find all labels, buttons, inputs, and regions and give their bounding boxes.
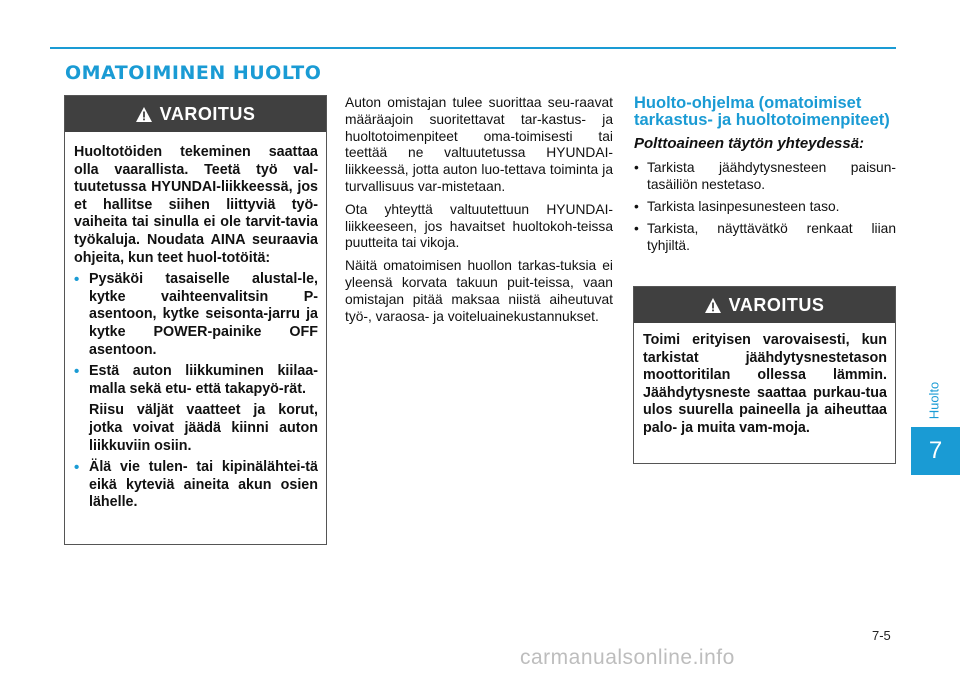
- maintenance-heading: Huolto-ohjelma (omatoimiset tarkastus- ja huoltotoimenpiteet): [634, 94, 890, 129]
- warning-intro: Huoltotöiden tekeminen saattaa olla vaarallista. Teetä työ val-tuutetussa HYUNDAI-liikkeessä, jos et hallitse siihen liittyviä työ-vaiheita tai sinulla ei ole tarvit-tavia työkaluja. Noudata AINA seuraavia ohjeita, kun teet huol-totöitä:: [74, 144, 318, 266]
- body-paragraph: Ota yhteyttä valtuutettuun HYUNDAI-liikkeeseen, jos havaitset huoltokoh-teissa puutteita tai vikoja.: [345, 201, 613, 251]
- warning-box-left: [64, 95, 327, 545]
- bullet-dot-icon: •: [634, 160, 639, 175]
- maintenance-list: [634, 159, 896, 254]
- warning-item-text: Estä auton liikkuminen kiilaa-malla sekä etu- että takapyö-rät.: [89, 363, 318, 397]
- maintenance-item: [634, 198, 896, 215]
- right-column: [634, 95, 896, 259]
- section-title: OMATOIMINEN HUOLTO: [65, 62, 322, 84]
- top-rule: [50, 47, 896, 49]
- warning-item-extra: Riisu väljät vaatteet ja korut, jotka voivat jäädä kiinni auton liikkuviin osiin.: [89, 402, 318, 454]
- chapter-tab: 7: [911, 427, 960, 475]
- middle-column: [345, 95, 613, 331]
- warning-title: VAROITUS: [728, 294, 825, 315]
- bullet-dot-icon: •: [74, 459, 80, 477]
- chapter-side-label: [920, 375, 948, 425]
- bullet-dot-icon: •: [74, 363, 80, 381]
- bullet-dot-icon: •: [74, 271, 80, 289]
- maintenance-item: [634, 159, 896, 193]
- warning-triangle-icon: [705, 298, 721, 313]
- maintenance-item-text: Tarkista, näyttävätkö renkaat liian tyhjiltä.: [647, 221, 896, 253]
- bullet-dot-icon: •: [634, 199, 639, 214]
- warning-item-text: Pysäköi tasaiselle alustal-le, kytke vaihteenvalitsin P-asentoon, kytke seisonta-jarru ja kytke POWER-painike OFF asentoon.: [89, 271, 318, 358]
- warning-triangle-icon: [136, 107, 152, 122]
- maintenance-item-text: Tarkista jäähdytysnesteen paisun-tasäiliön nestetaso.: [647, 160, 896, 192]
- body-paragraph: Auton omistajan tulee suorittaa seu-raavat määräajoin suoritettavat tar-kastus- ja huoltotoimenpiteet oma-toimisesti tai teettää ne valtuutetussa HYUNDAI-liikkeessä, jotta auton luo-tettava toiminta ja turvallisuus var-mistetaan.: [345, 95, 613, 194]
- warning-list: [74, 271, 318, 512]
- warning-list-item: [74, 271, 318, 359]
- warning-body: [65, 132, 326, 526]
- bullet-dot-icon: •: [634, 221, 639, 236]
- body-paragraph: Näitä omatoimisen huollon tarkas-tuksia ei yleensä korvata takuun puit-teissa, vaan omistajan pitää maksaa niistä aiheutuvat työ-, varaosa- ja voiteluainekustannukset.: [345, 258, 613, 324]
- chapter-label-text: Huolto: [926, 381, 942, 419]
- warning-list-item: [74, 363, 318, 455]
- maintenance-item: [634, 220, 896, 254]
- warning-title: VAROITUS: [159, 103, 256, 124]
- warning-header: [65, 96, 326, 132]
- warning-item-text: Älä vie tulen- tai kipinälähtei-tä eikä kyteviä aineita akun osien lähelle.: [89, 459, 318, 511]
- maintenance-item-text: Tarkista lasinpesunesteen taso.: [647, 199, 840, 214]
- warning-text: Toimi erityisen varovaisesti, kun tarkistat jäähdytysnestetason moottoritilan ollessa lämmin. Jäähdytysneste saattaa purkau-tua ulos suurella paineella ja aiheuttaa palo- ja muita vam-moja.: [643, 332, 887, 436]
- page-number: 7-5: [872, 628, 891, 643]
- watermark: carmanualsonline.info: [520, 646, 735, 669]
- maintenance-subheading: Polttoaineen täytön yhteydessä:: [634, 135, 865, 152]
- warning-list-item: [74, 459, 318, 512]
- warning-body: [634, 323, 895, 452]
- warning-box-right: [633, 286, 896, 464]
- warning-header: [634, 287, 895, 323]
